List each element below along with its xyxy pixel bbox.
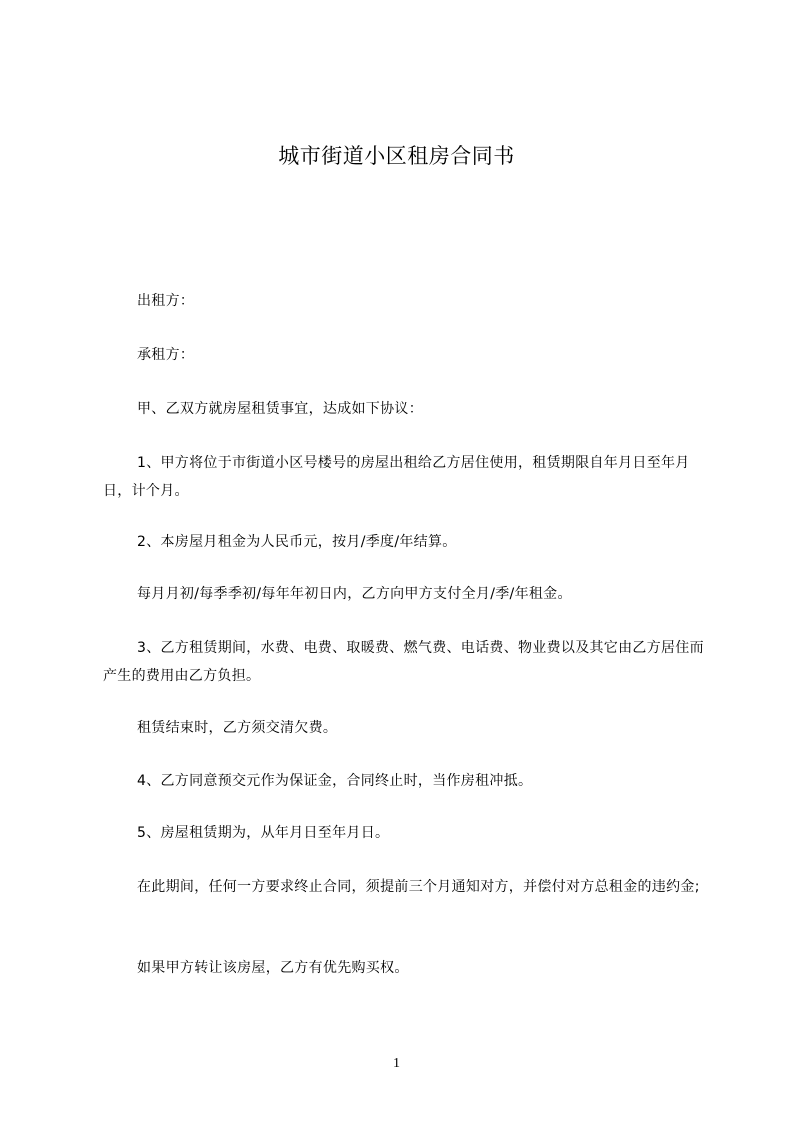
- page-number: 1: [393, 1056, 400, 1071]
- paragraph-clause-2: 2、本房屋月租金为人民币元，按月/季度/年结算。: [137, 534, 457, 550]
- paragraph-clause-4: 4、乙方同意预交元作为保证金，合同终止时，当作房租冲抵。: [137, 773, 533, 789]
- paragraph-lessor: 出租方：: [137, 293, 195, 309]
- paragraph-payment-schedule: 每月月初/每季季初/每年年初日内，乙方向甲方支付全月/季/年租金。: [137, 586, 572, 602]
- paragraph-clause-3: 3、乙方租赁期间，水费、电费、取暖费、燃气费、电话费、物业费以及其它由乙方居住而产生的费用由乙方负担。: [103, 640, 704, 684]
- paragraph-settle-fees: 租赁结束时，乙方须交清欠费。: [137, 720, 338, 736]
- paragraph-clause-5: 5、房屋租赁期为，从年月日至年月日。: [137, 825, 390, 841]
- paragraph-termination: 在此期间，任何一方要求终止合同，须提前三个月通知对方，并偿付对方总租金的违约金;: [137, 879, 700, 895]
- paragraph-lessee: 承租方：: [137, 347, 195, 363]
- paragraph-purchase-right: 如果甲方转让该房屋，乙方有优先购买权。: [137, 960, 409, 976]
- document-title: 城市街道小区租房合同书: [278, 144, 515, 168]
- paragraph-clause-1: 1、甲方将位于市街道小区号楼号的房屋出租给乙方居住使用，租赁期限自年月日至年月日，计个月。: [103, 455, 690, 499]
- paragraph-agreement-intro: 甲、乙双方就房屋租赁事宜，达成如下协议：: [137, 401, 423, 417]
